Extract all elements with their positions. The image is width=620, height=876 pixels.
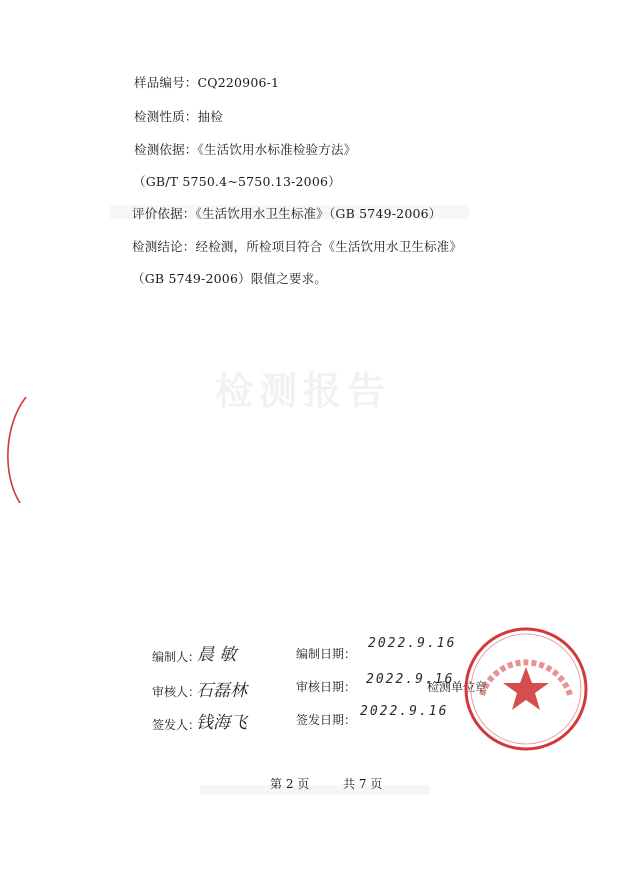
issuer-signature: 钱海飞 [196,713,247,733]
test-basis-standard: （GB/T 5750.4~5750.13-2006） [133,174,341,189]
test-conclusion-continued: （GB 5749-2006）限值之要求。 [132,271,327,286]
issue-date-label: 签发日期： [296,713,357,727]
evaluation-basis: 评价依据：《生活饮用水卫生标准》（GB 5749-2006） [132,206,442,221]
test-basis: 检测依据：《生活饮用水标准检验方法》 [134,142,357,157]
issuer-label: 签发人： [152,718,201,732]
compile-date: 2022.9.16 [368,636,457,651]
total-pages: 共 7 页 [343,777,383,791]
reviewer-label: 审核人： [152,685,201,699]
compiler-signature: 晨 敏 [197,645,237,665]
reviewer-signature: 石磊林 [196,681,247,701]
watermark-text: 检测报告 [215,369,392,413]
review-date: 2022.9.16 [366,672,455,687]
sample-number: 样品编号：CQ220906-1 [134,75,280,90]
test-conclusion: 检测结论：经检测，所检项目符合《生活饮用水卫生标准》 [132,239,463,254]
compile-date-label: 编制日期： [296,647,357,661]
compiler-label: 编制人： [152,650,201,664]
seal-edge-arc [0,395,30,505]
official-seal [462,625,590,753]
seal-label: 检测单位章 [427,680,488,694]
page-number: 第 2 页 [270,777,310,791]
issue-date: 2022.9.16 [360,704,449,719]
ghost-background-text-bottom [200,785,430,795]
test-nature: 检测性质：抽检 [134,109,223,124]
review-date-label: 审核日期： [296,680,357,694]
